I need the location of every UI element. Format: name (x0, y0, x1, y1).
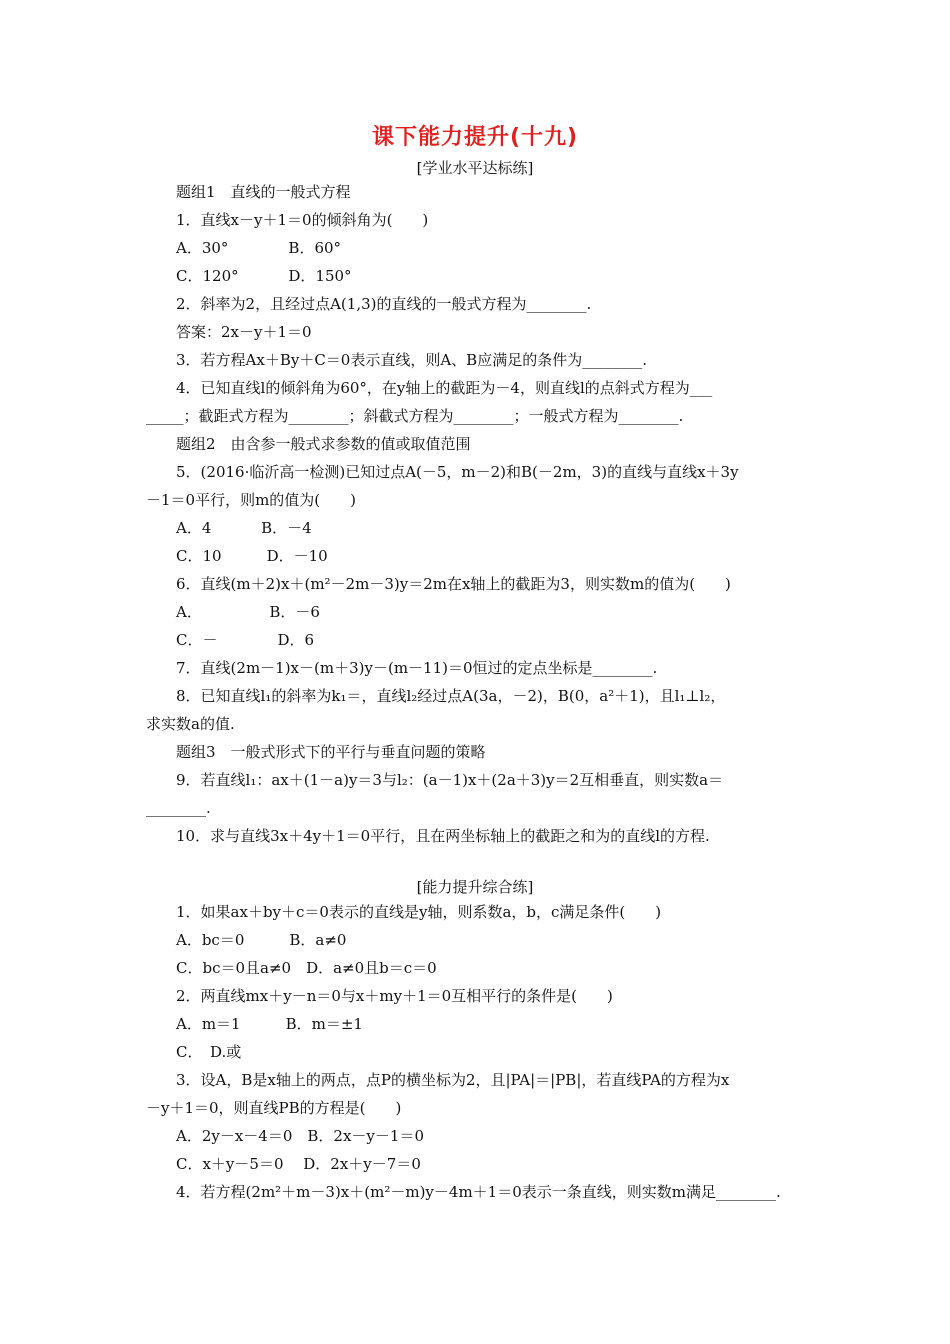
question-text: 10．求与直线3x＋4y＋1＝0平行，且在两坐标轴上的截距之和为的直线l的方程. (176, 827, 710, 845)
question-text-continued: 求实数a的值. (146, 715, 235, 733)
question-text: 1．如果ax＋by＋c＝0表示的直线是y轴，则系数a，b，c满足条件( ) (176, 903, 662, 921)
group-heading: 题组1 直线的一般式方程 (176, 183, 351, 201)
option-line: A．bc＝0 B．a≠0 (176, 931, 347, 949)
page-title: 课下能力提升(十九) (371, 125, 579, 150)
question-text: 5．(2016·临沂高一检测)已知过点A(－5，m－2)和B(－2m，3)的直线与直线x＋3y (176, 463, 739, 481)
question-text: 6．直线(m＋2)x＋(m²－2m－3)y＝2m在x轴上的截距为3，则实数m的值为( ) (176, 575, 731, 593)
question-text-continued: －y＋1＝0，则直线PB的方程是( ) (146, 1099, 402, 1117)
question-text: 3．设A，B是x轴上的两点，点P的横坐标为2，且|PA|＝|PB|，若直线PA的方程为x (176, 1071, 730, 1089)
option-line: C．x＋y－5＝0 D．2x＋y－7＝0 (176, 1155, 421, 1173)
group-heading: 题组3 一般式形式下的平行与垂直问题的策略 (176, 743, 486, 761)
option-line: C．bc＝0且a≠0 D．a≠0且b＝c＝0 (176, 959, 437, 977)
question-text: 4．已知直线l的倾斜角为60°，在y轴上的截距为－4，则直线l的点斜式方程为___ (176, 379, 713, 397)
section-heading-advanced: [能力提升综合练] (416, 878, 534, 896)
question-text: 2．两直线mx＋y－n＝0与x＋my＋1＝0互相平行的条件是( ) (176, 987, 613, 1005)
question-text: 8．已知直线l₁的斜率为k₁＝，直线l₂经过点A(3a，－2)，B(0，a²＋1)，且l₁⊥l₂， (176, 687, 726, 705)
option-line: A．30° B．60° (176, 239, 342, 257)
question-text: 4．若方程(2m²＋m－3)x＋(m²－m)y－4m＋1＝0表示一条直线，则实数m满足________. (176, 1183, 781, 1201)
question-text: 1．直线x－y＋1＝0的倾斜角为( ) (176, 211, 429, 229)
section-heading-basic: [学业水平达标练] (416, 159, 534, 177)
option-line: C．－ D．6 (176, 631, 315, 649)
option-line: C．120° D．150° (176, 267, 352, 285)
group-heading: 题组2 由含参一般式求参数的值或取值范围 (176, 435, 471, 453)
answer-text: 答案：2x－y＋1＝0 (176, 323, 312, 341)
option-line: C． D.或 (176, 1043, 242, 1061)
question-text: 9．若直线l₁：ax＋(1－a)y＝3与l₂：(a－1)x＋(2a＋3)y＝2互相垂直，则实数a＝ (176, 771, 724, 789)
question-text: 7．直线(2m－1)x－(m＋3)y－(m－11)＝0恒过的定点坐标是________. (176, 659, 658, 677)
question-text: 2．斜率为2，且经过点A(1,3)的直线的一般式方程为________. (176, 295, 592, 313)
answer-blank: ________. (146, 799, 211, 817)
option-line: A． B．－6 (176, 603, 320, 621)
option-line: C．10 D．－10 (176, 547, 328, 565)
question-text-continued: _____；截距式方程为________；斜截式方程为________；一般式方程为________. (146, 407, 684, 425)
question-text-continued: －1＝0平行，则m的值为( ) (146, 491, 357, 509)
option-line: A．2y－x－4＝0 B．2x－y－1＝0 (176, 1127, 424, 1145)
option-line: A．m＝1 B．m＝±1 (176, 1015, 363, 1033)
option-line: A．4 B．－4 (176, 519, 312, 537)
question-text: 3．若方程Ax＋By＋C＝0表示直线，则A、B应满足的条件为________. (176, 351, 647, 369)
